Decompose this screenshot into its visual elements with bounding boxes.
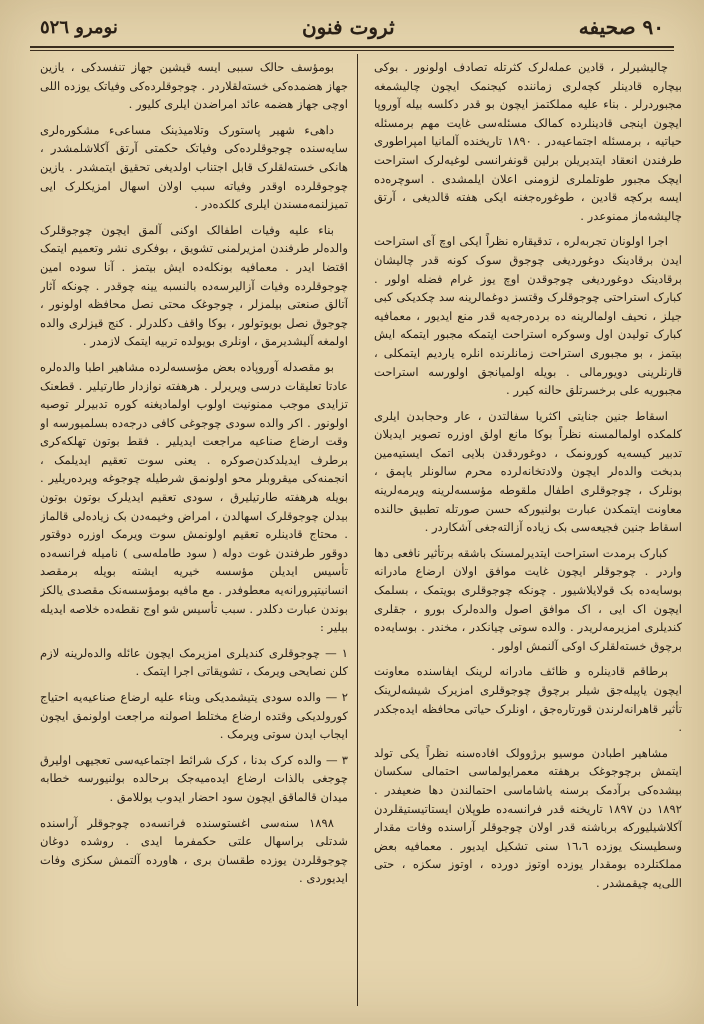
left-column (40, 58, 348, 1004)
right-column (374, 58, 682, 1004)
paragraph: داهیء شهیر پاستورک وتلامیذینک مساعیء مشکوره‌لری سایه‌سنده چوجوقلرده‌کی وفیاتک حکمتی آرتق آکلاشلمشدر ، هانکی خسته‌لقلرک قابل اجتناب اولدیغی تحقیق ایتمشدر . یازین چوجوقلرده اوقدر وفیاته سبب اولان اسهال امزیکلرک ایی تمیزلنمه‌مسندن ایلری کلکده‌در . (40, 122, 348, 212)
paragraph: بو مقصدله آوروپاده بعض مؤسسه‌لرده مشاهیر اطبا والده‌لره عادتا تعلیقات درسی ویریرلر . هرهفته نوازدار طارتیلیر . قطعنک تزایدی موجب ممنونیت اولوب اولمادیغنه کوره تدبیرلر توصیه اولونور . اکر والده سودی چوجوغی کافی درجه‌ده بسلمیورسه او وقت ارضاع صناعیه مراجعت ایدیلیر . فقط بوتون تهلکه‌کری برطرف ایدیلدکدن‌صوکره . یعنی سوت تعقیم ایدیلمک ، انجمنه‌کی میقروبلر محو اولونمق شرطیله چوجوغه ویرده‌ریلیر . بویله هرهفته طارتیلیرق ، سودی تعقیم ایدیلرک بوتون بوتون بیدلن چوجوقلرک اسهالدن ، امراض وخیمه‌دن بک زیاده‌لی قالماز . محتاج قادینلره تعقیم اولونمش سوت ویرمک اوزره دوقتور دوقور طرفندن غوت دوله ( سود طامله‌سی ) نامیله فرانسه‌ده تأسیس ایدیلن مؤسسه خیریه ایشته بویله برمقصد انسانیتپرورانه‌یه معطوفدر . مع مافیه بومؤسسه‌نک مقصدی یالکز بوندن عبارت دکلدر . سبب تأسیس شو اوج نقطه‌ده خلاصه ایدیله بیلیر : (40, 359, 348, 635)
page-number: ٩٠ صحيفه (578, 15, 664, 39)
list-item: ٣ — والده کرک بدنا ، کرک شرائط اجتماعیه‌سی تعجیهی اولیرق چوجغی بالذات ارضاع ایده‌میه‌جک برحالده بولنیورسه خطابه میدان قالماقق ایچون سود احضار ایدوب یوللامق . (40, 752, 348, 804)
paragraph: برطاقم قادینلره و ظائف مادرانه لرینک ایفاسنده معاونت ایچون یاپیله‌جق شیلر برچوق چوجوقلری امزیرک شیشه‌لرینک تأثیر قاهرانه‌لرندن قورتاره‌جق ، اونلرک حیاتی محافظه ایده‌جکدر . (374, 664, 682, 735)
publication-title: ثروت فنون (301, 15, 395, 39)
page-header (40, 10, 664, 44)
header-rule (30, 46, 674, 48)
list-item: ١ — چوجوقلری کندیلری امزیرمک ایچون عائله والده‌لرینه لازم کلن نصایحی ویرمک ، تشویقاتی اجرا ایتمک . (40, 645, 348, 679)
paragraph: اسقاط جنین جنایتی اکثریا سفالتدن ، عار وحجابدن ایلری کلمکده اولمالمسنه نظراً بوکا مانع اولق اوزره تصویر ایدیلان تدبیر کیسه‌یه کورونمک ، دوغوردقدن بلایی اتمک ایستیه‌مین بدبخت والده‌لر ایچون ولادتخانه‌لرده محرم سالونلر یاپمق ، بونلرک ، چوجوقلری اطفال ملقوطه مؤسسه‌لرینه ویرمه‌لرینه معاونت ایتمکدن عبارت بولنیورکه حسن صورتله تطبیق حالنده اسقاط جنین فجیعه‌سی بک زیاده آزالته‌جغی آشکاردر . (374, 408, 682, 535)
list-item: ٢ — والده سودی یتیشمدیکی وبناء علیه ارضاع صناعیه‌یه احتیاج کورولدیکی وقتده ارضاع مختلط اصولنه مراجعت اولونمق ایچون ایجاب ایدن سوتی ویرمک . (40, 690, 348, 742)
issue-number: نومرو ٥٢٦ (40, 16, 118, 38)
paragraph: بومؤسف حالک سببی ایسه قیشین جهاز تنفسدکی ، یازین جهاز هضمده‌کی خسته‌لقلاردر . چوجوقلرده‌کی وفیاتک یوزده اللی اوچی جهاز هضمه عائد امراضدن ایلری کلیور . (40, 60, 348, 112)
paragraph: مشاهیر اطبادن موسیو برژوولک افاده‌سنه نظراً یکی تولد ایتمش برچوجوغک برهفته معمرایولماسی احتمالی سکسان بیشده‌کی برآدمک برسنه یاشاماسی احتمالندن دها ضعیفدر . ١٨٩٢ دن ١٨٩٧ تاریخنه قدر فرانسه‌ده طوپلان ایستاتیستیقلردن آکلاشیلیورکه برباشنه قدر اولان چوجوقلر آراسنده وفات مقدار وسطیسنک یوزده ١٦،٦ سنی تشکیل ایدیور . معمافیه بعض مملکتلرده بومقدار یوزده اوتوز دورده ، اوتوز سکزه ، حتی اللی‌یه چیقمشدر . (374, 745, 682, 890)
paragraph: بناء علیه وفیات اطفالک اوکنی آلمق ایچون چوجوقلرک والده‌لر طرفندن امزیرلمنی تشویق ، بوفکری نشر وتعمیم ایتمک اقتضا ایدر . معمافیه بونکله‌ده ایش بیتمز . آنا سوده امین چوجوقلرده وفیات آزالیرسه‌ده بالنسبه یینه چوقدر . چونکه آثار آتالق صنعتی بیلمزلر ، چوجوغک محتی نصل محافظه اولونور ، چوجوق نصل بویوتولور ، بوکا واقف دکلدرلر . کنج قیزلری والده اولمغه آلیشدیرمق ، اونلری بویولده تربیه ایتمک لازمدر . (40, 222, 348, 349)
paragraph: کبارک برمدت استراحت ایتدیرلمسنک باشقه برتأثیر نافعی دها واردر . چوجوقلر ایچون غایت موافق اولان ارضاع مادرانه بوسایه‌ده بک قولایلاشیور . چونکه چوجوقلری بویتمک ، بسلمک ایچون اک ایی ، اک موافق اصول والده‌لرک بورو ، جقلری کندیلری امزیرمه‌لریدر . والده سوتی چیانکدر ، مخندر . بوسایه‌ده برچوق خسته‌لقلرک اوکی آلنمش اولور . (374, 545, 682, 653)
header-rule-thin (30, 50, 674, 51)
paragraph: ١٨٩٨ سنه‌سی اغستوسنده فرانسه‌ده چوجوقلر آراسنده شدتلی براسهال علتی حکمفرما ایدی . روشده دوغان چوجوقلردن یوزده طقسان بری ، هاورده آلتمش سکزی وفات ایدیوردی . (40, 815, 348, 886)
paragraph: اجرا اولونان تجربه‌لره ، تدقیقاره نظراً ایکی اوچ آی استراحت ایدن برقادینک دوغوردیغی چوجوق سوک کونه قدر چالیشان برقادینک دوغوردیغی چوجوقدن اوچ یوز غرام فضله اولور . کبارک استراحتی چوجوقلرک وقتسز دوغمالرینه سد چکدیکی کبی جیلز ، نحیف اولمالرینه ده برده‌رجه‌یه قدر منع ایدیور ، معمافیه کبارک تولیدن اول وسوکره استراحت ایتمکه مجبور ایتمکه ایش بیتمز ، بو مجبوری استراحت زمانلرنده انلره یاردیم ایتمکلی ، قارنلرینی دویورمالی . بویله اولمیانجق اولورسه استراحت مجبوریه علی برخسرتلق حالنه کیرر . (374, 234, 682, 398)
paragraph: چالیشیرلر ، قادین عمله‌لرک کثرتله تصادف اولونور . بوکی بیچاره قادینلر کچه‌لری زماننده کیجنمک ایچون چالیشمغه مجبوردرلر . بناء علیه مملکتمز ایچون بو قدر دکلسه بیله آوروپا ایچون اینجی قادینلرده کمالک مسئله‌سی غایت مهم برمسئله حیاتیه ، برمسئله اجتماعیه‌در . ١٨٩٠ تاریخنده آلمانیا امپراطوری طرفندن انعقاد ایتدیریلن برلین قونفرانسی لوغیه‌لرک استراحت ایچک مجبور طوتلملری لزومنی اعلان ایلمشدی . اسوچره‌ده ایسه برکچه قادین ، طوغوره‌جغنه ایکی هفته قالدیغی ، آرتق چالیشه‌ماز ممنوعدر . (374, 60, 682, 223)
column-divider (357, 54, 358, 1006)
